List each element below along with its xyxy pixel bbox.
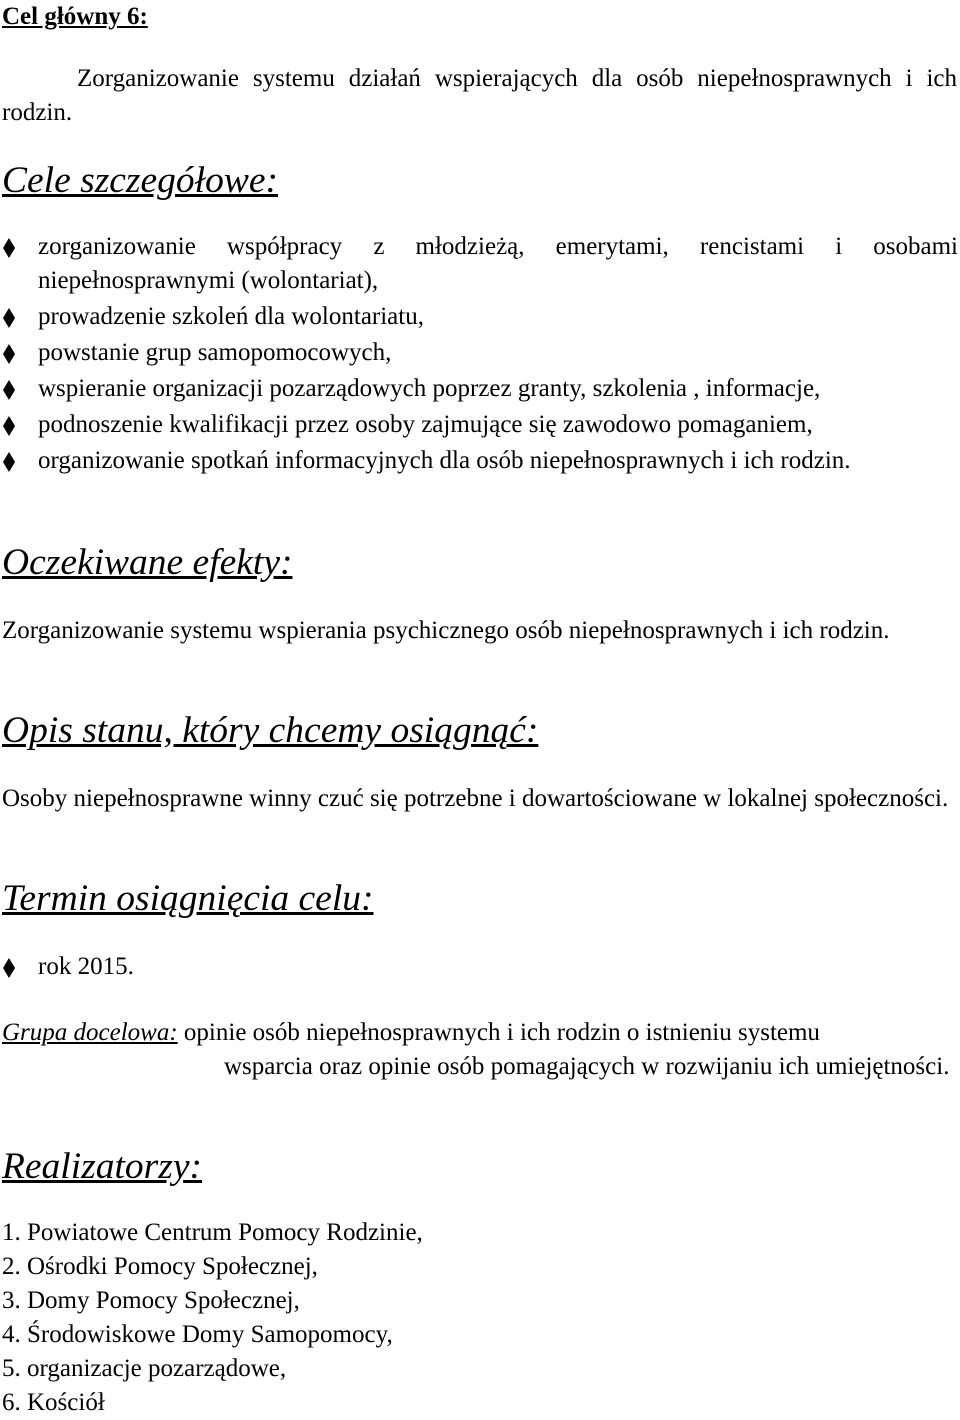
target-group-first-line: opinie osób niepełnosprawnych i ich rodzin o istnieniu systemu (183, 1019, 820, 1046)
diamond-bullet-icon (2, 451, 18, 473)
deadline-text: rok 2015. (38, 953, 134, 980)
specific-goals-label: Cele szczegółowe: (2, 160, 278, 201)
list-item: 4. Środowiskowe Domy Samopomocy, (2, 1321, 393, 1348)
list-item: 2. Ośrodki Pomocy Społecznej, (2, 1253, 318, 1280)
diamond-bullet-icon (2, 343, 18, 365)
diamond-bullet-icon (2, 237, 18, 259)
list-item (0, 950, 134, 984)
deadline-list (0, 950, 134, 984)
list-item (0, 372, 958, 406)
deadline-label: Termin osiągnięcia celu: (2, 878, 374, 919)
list-item: 1. Powiatowe Centrum Pomocy Rodzinie, (2, 1219, 423, 1246)
main-heading: Cel główny 6: (2, 3, 148, 30)
list-item-text: powstanie grup samopomocowych, (38, 339, 392, 366)
diamond-bullet-icon (2, 957, 18, 979)
list-item (0, 444, 958, 478)
expected-effects-text: Zorganizowanie systemu wspierania psychicznego osób niepełnosprawnych i ich rodzin. (2, 617, 890, 644)
target-group-label: Grupa docelowa: (2, 1019, 178, 1046)
list-item-text: organizowanie spotkań informacyjnych dla osób niepełnosprawnych i ich rodzin. (38, 447, 851, 474)
diamond-bullet-icon (2, 307, 18, 329)
expected-effects-label: Oczekiwane efekty: (2, 542, 293, 583)
list-item-text: podnoszenie kwalifikacji przez osoby zajmujące się zawodowo pomaganiem, (38, 411, 813, 438)
list-item-text: zorganizowanie współpracy z młodzieżą, emerytami, rencistami i osobami niepełnosprawnymi (wolontariat), (38, 233, 958, 294)
target-group-continuation: wsparcia oraz opinie osób pomagających w rozwijaniu ich umiejętności. (224, 1053, 950, 1080)
list-item (0, 336, 958, 370)
main-goal-text: Zorganizowanie systemu działań wspierających dla osób niepełnosprawnych i ich rodzin. (2, 65, 957, 126)
diamond-bullet-icon (2, 415, 18, 437)
realizers-list (2, 1216, 423, 1420)
diamond-bullet-icon (2, 379, 18, 401)
list-item-text: prowadzenie szkoleń dla wolontariatu, (38, 303, 424, 330)
desired-state-text: Osoby niepełnosprawne winny czuć się potrzebne i dowartościowane w lokalnej społeczności. (2, 785, 949, 812)
specific-goals-list (0, 230, 960, 480)
desired-state-label: Opis stanu, który chcemy osiągnąć: (2, 710, 539, 751)
list-item (0, 408, 958, 442)
list-item (0, 300, 958, 334)
list-item: 6. Kościół (2, 1389, 105, 1416)
realizers-label: Realizatorzy: (2, 1146, 202, 1187)
list-item: 3. Domy Pomocy Społecznej, (2, 1287, 300, 1314)
list-item (0, 230, 958, 298)
list-item: 5. organizacje pozarządowe, (2, 1355, 287, 1382)
list-item-text: wspieranie organizacji pozarządowych poprzez granty, szkolenia , informacje, (38, 375, 821, 402)
target-group (2, 1016, 957, 1050)
